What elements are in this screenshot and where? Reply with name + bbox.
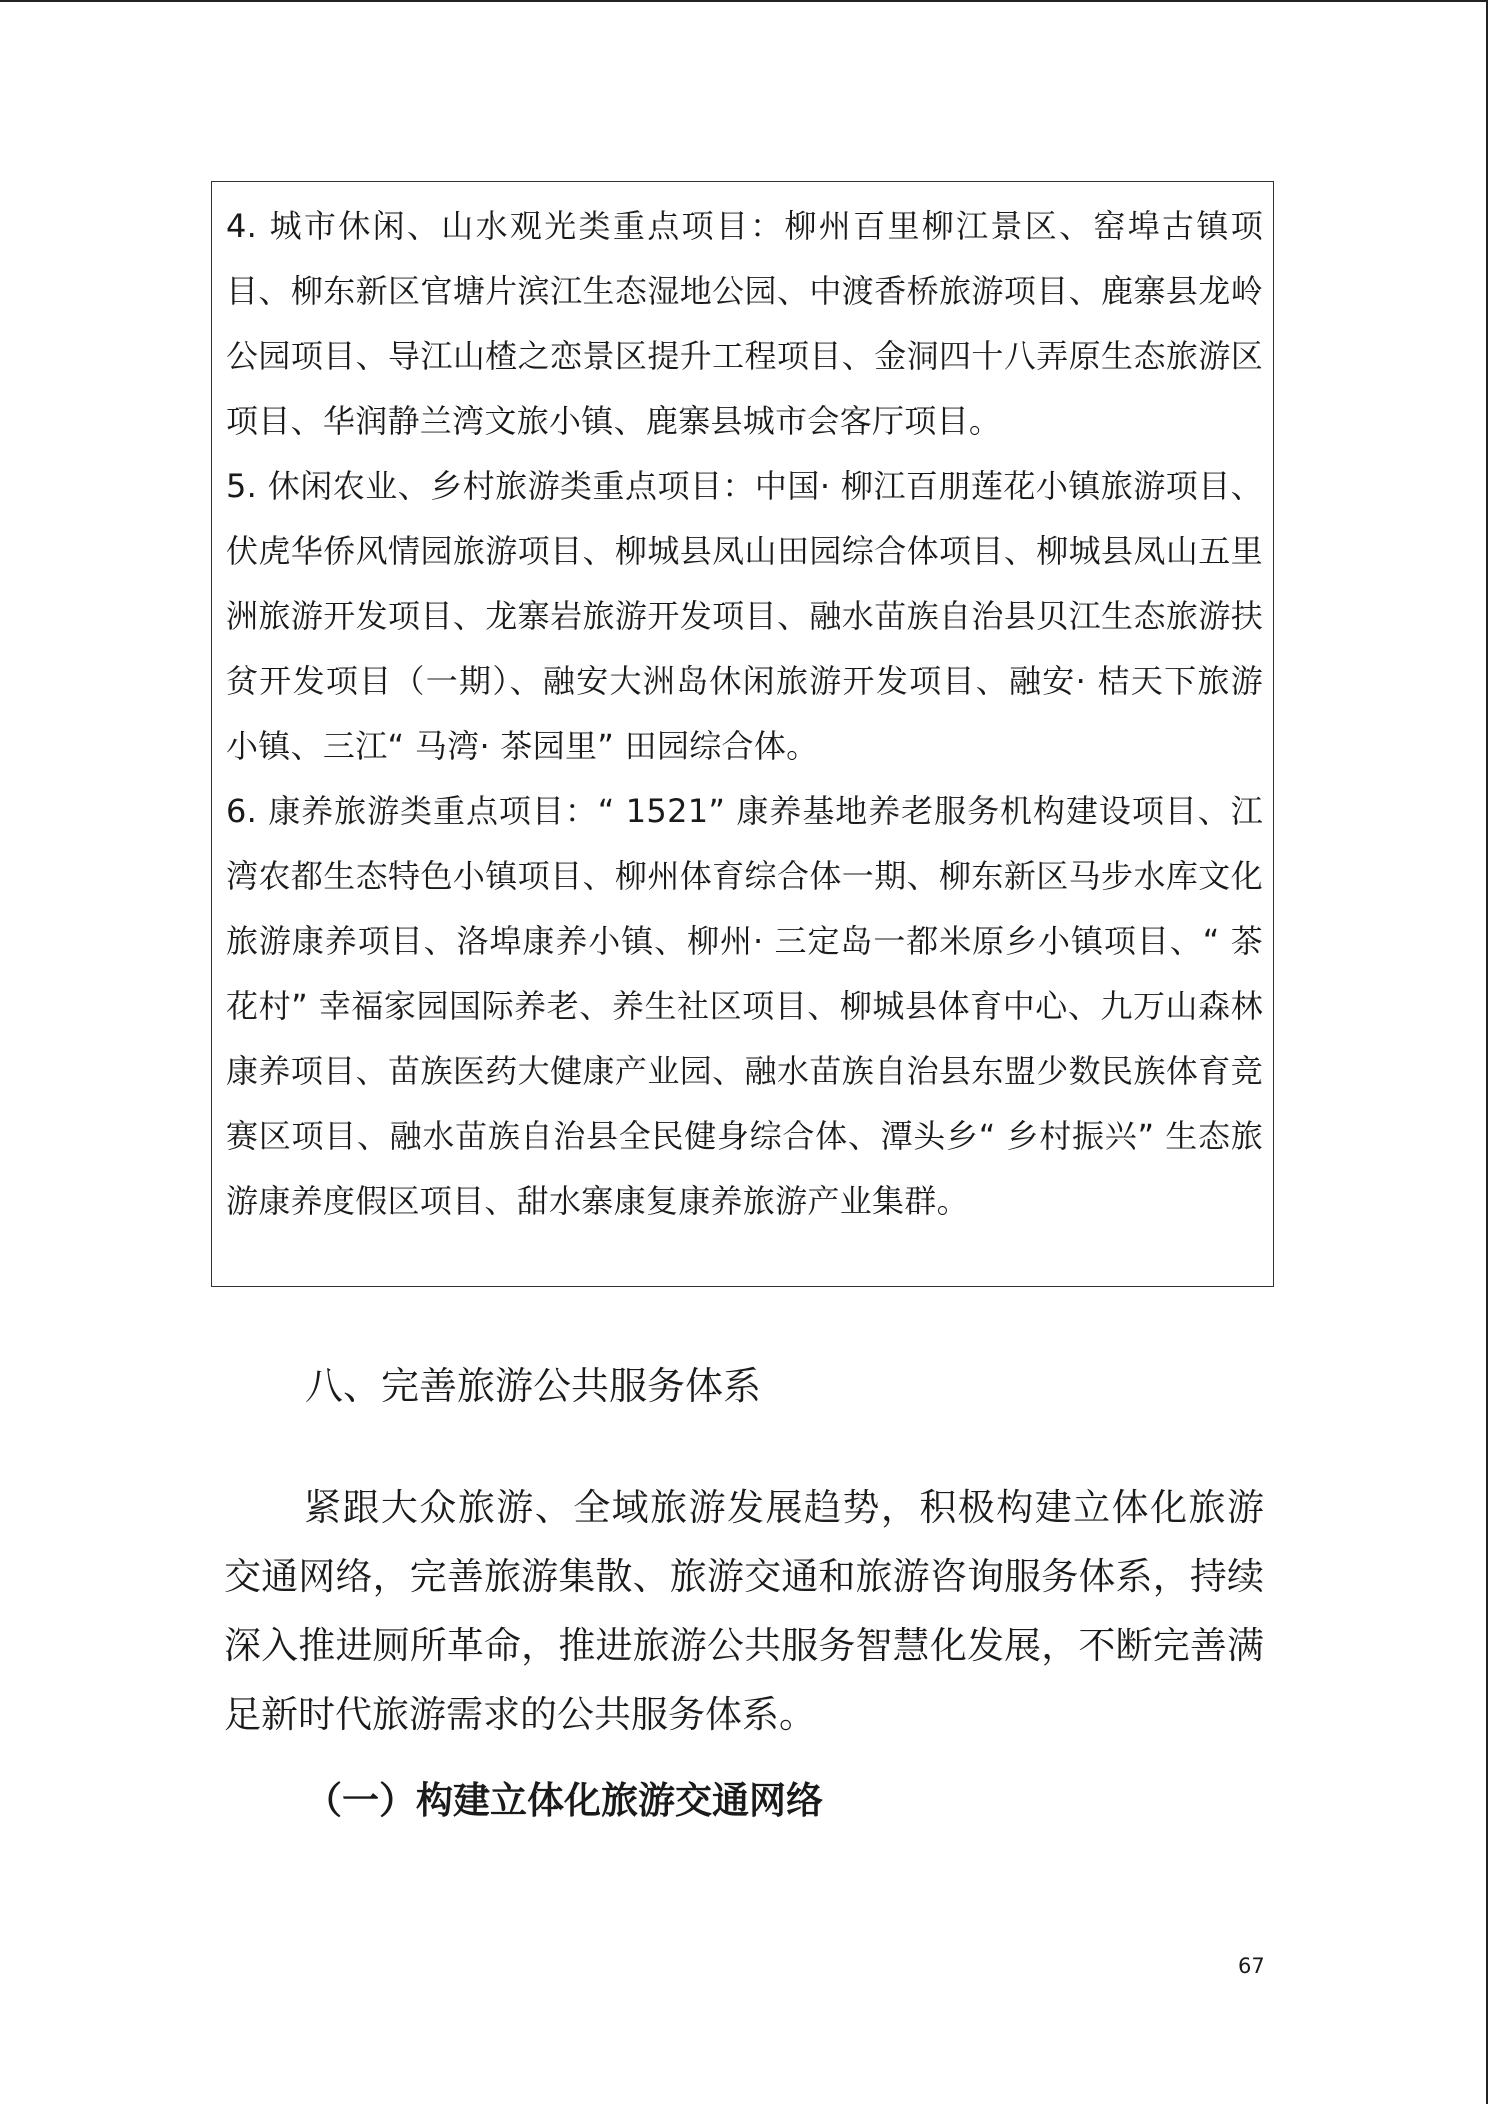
subsection-heading: （一）构建立体化旅游交通网络: [305, 1779, 823, 1822]
section-body-paragraph: 紧跟大众旅游、全域旅游发展趋势，积极构建立体化旅游交通网络，完善旅游集散、旅游交通和旅游咨询服务体系，持续深入推进厕所革命，推进旅游公共服务智慧化发展，不断完善满足新时代旅游需求的公共服务体系。: [224, 1486, 1264, 1736]
key-projects-box: [211, 181, 1274, 1287]
project-item-wellness-tourism: 6. 康养旅游类重点项目：“ 1521” 康养基地养老服务机构建设项目、江湾农都生态特色小镇项目、柳州体育综合体一期、柳东新区马步水库文化旅游康养项目、洛埠康养小镇、柳州· 三定岛一都米原乡小镇项目、“ 茶花村” 幸福家园国际养老、养生社区项目、柳城县体育中心、九万山森林康养项目、苗族医药大健康产业园、融水苗族自治县东盟少数民族体育竞赛区项目、融水苗族自治县全民健身综合体、潭头乡“ 乡村振兴” 生态旅游康养度假区项目、甜水寨康复康养旅游产业集群。: [226, 792, 1263, 1220]
project-item-rural-tourism: 5. 休闲农业、乡村旅游类重点项目：中国· 柳江百朋莲花小镇旅游项目、伏虎华侨风情园旅游项目、柳城县凤山田园综合体项目、柳城县凤山五里洲旅游开发项目、龙寨岩旅游开发项目、融水苗族自治县贝江生态旅游扶贫开发项目（一期）、融安大洲岛休闲旅游开发项目、融安· 桔天下旅游小镇、三江“ 马湾· 茶园里” 田园综合体。: [226, 467, 1263, 765]
page-number: 67: [1238, 1954, 1265, 1978]
section-heading: 八、完善旅游公共服务体系: [305, 1364, 762, 1408]
project-item-urban-leisure: 4. 城市休闲、山水观光类重点项目：柳州百里柳江景区、窑埠古镇项目、柳东新区官塘片滨江生态湿地公园、中渡香桥旅游项目、鹿寨县龙岭公园项目、导江山楂之恋景区提升工程项目、金洞四十八弄原生态旅游区项目、华润静兰湾文旅小镇、鹿寨县城市会客厅项目。: [226, 207, 1263, 440]
page-top-border: [0, 0, 1488, 2]
